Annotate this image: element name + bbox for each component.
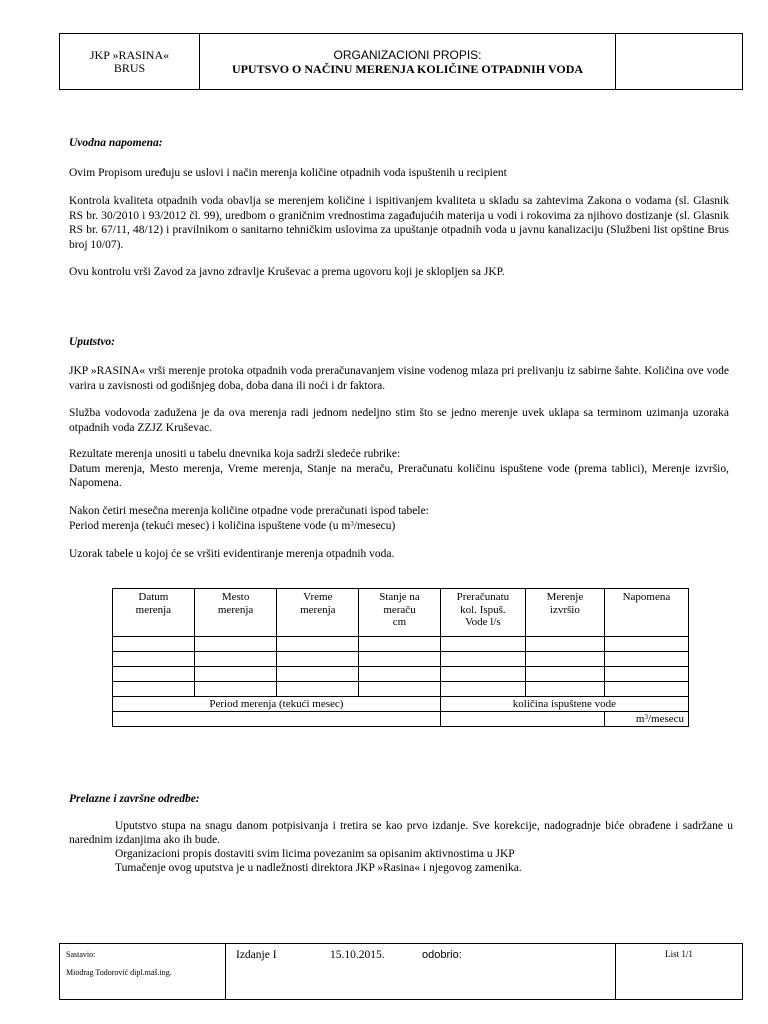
table-cell[interactable]	[194, 637, 277, 652]
column-header-line: merenja	[217, 603, 254, 616]
column-header-line: Stanje na	[379, 591, 420, 603]
measurement-table	[112, 588, 689, 727]
quantity-value[interactable]	[440, 712, 604, 727]
quantity-label: količina ispuštene vode	[440, 697, 688, 712]
closing-paragraph-3: Tumačenje ovog uputstva je u nadležnosti direktora JKP »Rasina« i njegovog zamenika.	[115, 862, 522, 874]
column-header	[194, 589, 277, 637]
instructions-paragraph-1: JKP »RASINA« vrši merenje protoka otpadnih voda preračunavanjem visine vodenog mlaza pri prelivanju iz sabirne šahte. Količina ove vode varira u zavisnosti od godišnjeg doba, doba dana ili noći i dr faktora.	[69, 365, 729, 392]
instructions-paragraph-4	[69, 504, 729, 533]
approved-by-label: odobrio:	[422, 949, 462, 961]
column-header	[440, 589, 525, 637]
column-header-line: Preračunatu	[456, 591, 510, 603]
document-footer	[59, 943, 743, 1000]
sheet-number: List 1/1	[616, 944, 743, 1000]
document-header	[59, 33, 743, 90]
instructions-paragraph-5: Uzorak tabele u kojoj će se vršiti evidentiranje merenja otpadnih voda.	[69, 548, 395, 560]
table-cell[interactable]	[113, 667, 195, 682]
column-header	[113, 589, 195, 637]
edition-cell	[226, 944, 616, 1000]
table-cell[interactable]	[440, 682, 525, 697]
column-header-line: merenja	[300, 603, 336, 616]
cubic-superscript: 3	[350, 519, 354, 528]
document-title: UPUTSVO O NAČINU MERENJA KOLIČINE OTPADNIH VODA	[231, 61, 584, 76]
column-header-line: Vode l/s	[465, 616, 501, 628]
table-cell[interactable]	[440, 637, 525, 652]
table-cell[interactable]	[113, 652, 195, 667]
table-cell[interactable]	[604, 682, 688, 697]
period-label: Period merenja (tekući mesec)	[113, 697, 441, 712]
period-instruction	[69, 519, 729, 534]
column-header-line: Vreme	[303, 591, 333, 603]
intro-heading: Uvodna napomena:	[69, 137, 163, 149]
document-type: ORGANIZACIONI PROPIS:	[333, 47, 482, 62]
table-row	[113, 637, 689, 652]
compiled-by-cell	[60, 944, 226, 1000]
compiled-by-label: Sastavio:	[66, 950, 96, 959]
intro-paragraph-1: Ovim Propisom uređuju se uslovi i način merenja količine otpadnih voda ispuštenih u recipient	[69, 167, 507, 179]
table-cell[interactable]	[277, 652, 359, 667]
column-header	[359, 589, 441, 637]
unit-text: m	[635, 712, 645, 725]
table-row	[113, 682, 689, 697]
period-text: Period merenja (tekući mesec) i količina ispuštene vode (u m	[69, 519, 351, 532]
quantity-unit	[604, 712, 688, 727]
unit-superscript: 3	[644, 712, 648, 721]
table-cell[interactable]	[277, 682, 359, 697]
column-header-line: Napomena	[622, 591, 671, 603]
table-cell[interactable]	[359, 667, 441, 682]
table-cell[interactable]	[525, 652, 604, 667]
edition-date: 15.10.2015.	[330, 949, 385, 961]
instructions-paragraph-2: Služba vodovoda zadužena je da ova merenja radi jednom nedeljno stim što se jedno merenje uvek uklapa sa terminom uzimanja uzoraka otpadnih voda ZZJZ Kruševac.	[69, 407, 729, 434]
closing-paragraph-2: Organizacioni propis dostaviti svim licima povezanim sa opisanim aktivnostima u JKP	[115, 848, 515, 860]
table-cell[interactable]	[277, 637, 359, 652]
table-header-row	[113, 589, 689, 637]
column-header	[525, 589, 604, 637]
column-header-line: merenja	[135, 603, 172, 616]
summary-label-row	[113, 697, 689, 712]
organization-city: BRUS	[113, 60, 146, 75]
column-header-line: Merenje	[546, 591, 584, 603]
column-header	[277, 589, 359, 637]
table-cell[interactable]	[604, 652, 688, 667]
table-cell[interactable]	[440, 667, 525, 682]
column-header-line: Mesto	[221, 591, 250, 603]
table-cell[interactable]	[359, 652, 441, 667]
rubric-list: Datum merenja, Mesto merenja, Vreme merenja, Stanje na meraču, Preračunatu količinu ispuštene vode (prema tablici), Merenje izvršio, Napomena.	[69, 462, 729, 489]
summary-value-row	[113, 712, 689, 727]
table-cell[interactable]	[525, 667, 604, 682]
column-header-line: kol. Ispuš.	[460, 603, 506, 616]
table-row	[113, 667, 689, 682]
table-cell[interactable]	[440, 652, 525, 667]
column-header	[604, 589, 688, 637]
closing-paragraph-1: Uputstvo stupa na snagu danom potpisivanja i tretira se kao prvo izdanje. Sve korekcije, nadogradnje biće obrađene i sadržane u narednim izdanjima ako ih bude.	[69, 820, 733, 846]
edition-label: Izdanje I	[236, 949, 277, 961]
table-cell[interactable]	[604, 667, 688, 682]
table-cell[interactable]	[604, 637, 688, 652]
rubric-intro: Rezultate merenja unositi u tabelu dnevnika koja sadrži sledeće rubrike:	[69, 448, 401, 460]
compiled-by-name: Miodrag Todorović dipl.maš.ing.	[66, 968, 172, 977]
column-header-line: Datum	[138, 591, 169, 603]
closing-heading: Prelazne i završne odredbe:	[69, 793, 200, 805]
table-cell[interactable]	[525, 637, 604, 652]
table-cell[interactable]	[525, 682, 604, 697]
column-header-line: izvršio	[549, 603, 580, 616]
intro-paragraph-2: Kontrola kvaliteta otpadnih voda obavlja se merenjem količine i ispitivanjem kvaliteta u skladu sa zahtevima Zakona o vodama (sl. Glasnik RS br. 30/2010 i 93/2012 čl. 99), uredbom o graničnim vrednostima zagađujućih materija u vodi i rokovima za njihovo dostizanje (sl. Glasnik RS br. 67/11, 48/12) i pravilnikom o sanitarno tehničkim uslovima za upuštanje otpadnih voda u javnu kanalizaciju (Službeni list opštine Brus broj 10/07).	[69, 195, 729, 251]
organization-cell	[60, 34, 200, 90]
table-cell[interactable]	[277, 667, 359, 682]
organization-name: JKP »RASINA«	[89, 47, 170, 62]
table-cell[interactable]	[359, 637, 441, 652]
table-cell[interactable]	[194, 667, 277, 682]
period-text-end: /mesecu)	[353, 519, 396, 532]
column-header-line: cm	[392, 616, 407, 628]
title-cell	[200, 34, 616, 90]
calc-instruction: Nakon četiri mesečna merenja količine otpadne vode preračunati ispod tabele:	[69, 505, 429, 517]
intro-paragraph-3: Ovu kontrolu vrši Zavod za javno zdravlje Kruševac a prema ugovoru koji je sklopljen sa JKP.	[69, 266, 505, 278]
table-cell[interactable]	[113, 637, 195, 652]
table-cell[interactable]	[194, 682, 277, 697]
table-row	[113, 652, 689, 667]
column-header-line: meraču	[383, 603, 416, 616]
instructions-heading: Uputstvo:	[69, 336, 115, 348]
table-cell[interactable]	[359, 682, 441, 697]
period-value[interactable]	[113, 712, 441, 727]
instructions-paragraph-3	[69, 447, 729, 491]
header-empty-cell	[616, 34, 743, 90]
unit-text-end: /mesecu	[647, 712, 684, 725]
table-cell[interactable]	[194, 652, 277, 667]
table-cell[interactable]	[113, 682, 195, 697]
